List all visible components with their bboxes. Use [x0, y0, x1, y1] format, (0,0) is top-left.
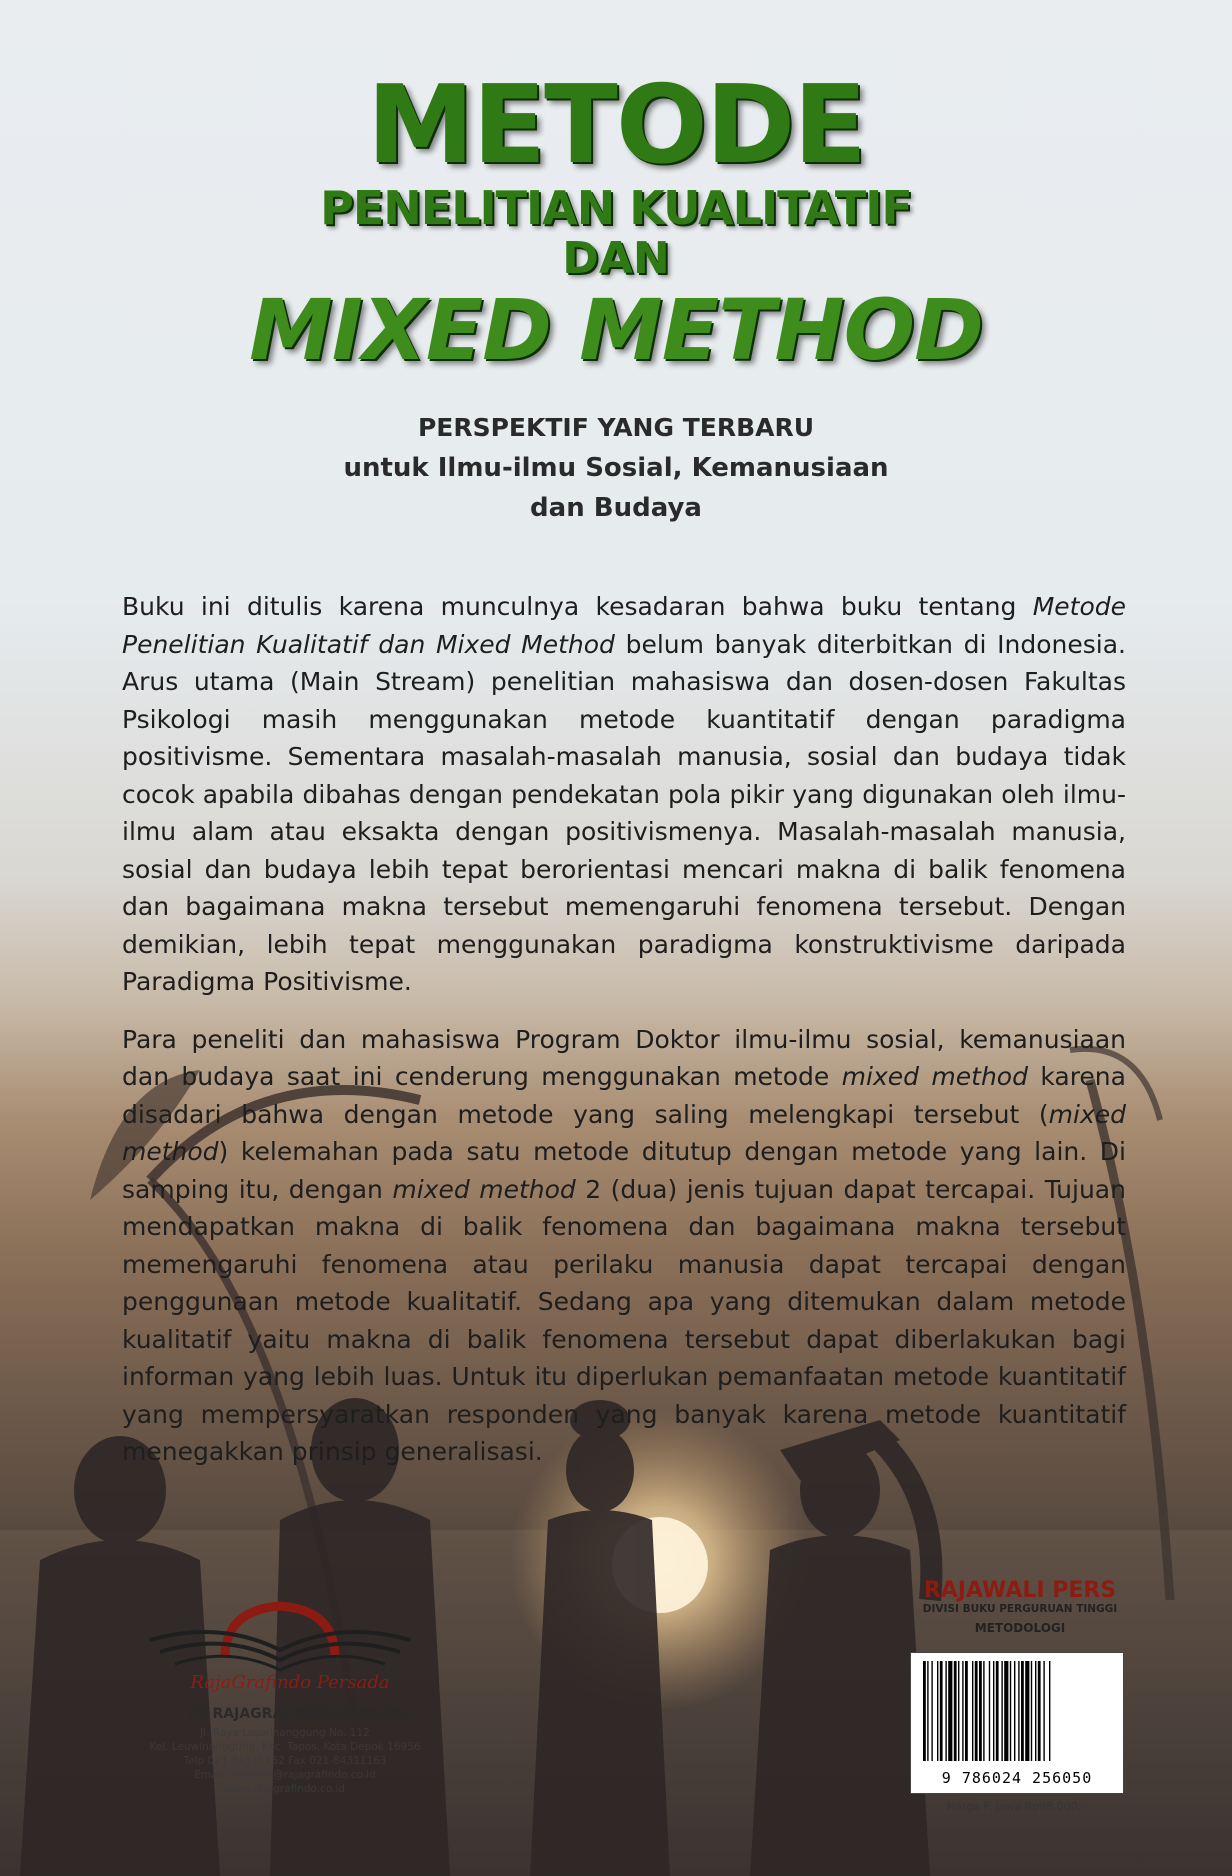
italic-text: mixed method	[841, 1062, 1028, 1091]
synopsis-paragraph-2	[122, 1021, 1126, 1471]
subtitle-line-2: untuk Ilmu-ilmu Sosial, Kemanusiaan	[343, 453, 889, 483]
imprint-block	[905, 1578, 1135, 1635]
publisher-contact	[120, 1726, 450, 1796]
isbn-number: 9 786024 256050	[941, 1769, 1093, 1787]
text-span: belum banyak diterbitkan di Indonesia. Arus utama (Main Stream) penelitian mahasiswa dan dosen-dosen Fakultas Psikologi masih menggunakan metode kuantitatif dengan paradigma positivisme. Sementara masalah-masalah manusia, sosial dan budaya tidak cocok apabila dibahas dengan pendekatan pola pikir yang digunakan oleh ilmu-ilmu alam atau eksakta dengan positivismenya. Masalah-masalah manusia, sosial dan budaya lebih tepat berorientasi mencari makna di balik fenomena dan bagaimana makna tersebut memengaruhi fenomena tersebut. Dengan demikian, lebih tepat menggunakan paradigma konstruktivisme daripada Paradigma Positivisme.	[122, 629, 1126, 996]
italic-text: Metode Penelitian Kualitatif dan Mixed Method	[122, 592, 1126, 659]
publisher-name: PT RAJAGRAFINDO PERSADA	[187, 1706, 413, 1722]
price-label: Harga P. Jawa Rp98.000,-	[946, 1800, 1086, 1813]
publisher-website: www.rajagrafindo.co.id	[224, 1783, 346, 1795]
synopsis	[122, 588, 1126, 1491]
text-span: Para peneliti dan mahasiswa Program Doktor ilmu-ilmu sosial, kemanusiaan dan budaya saat ini cenderung menggunakan metode	[122, 1024, 1126, 1091]
text-span: 2 (dua) jenis tujuan dapat tercapai. Tujuan mendapatkan makna di balik fenomena dan bagaimana makna tersebut memengaruhi fenomena atau perilaku manusia dapat tercapai dengan penggunaan metode kualitatif. Sedang apa yang ditemukan dalam metode kualitatif yaitu makna di balik fenomena tersebut dapat diberlakukan bagi informan yang lebih luas. Untuk itu diperlukan pemanfaatan metode kuantitatif yang mempersyaratkan responden yang banyak karena metode kuantitatif menegakkan prinsip generalisasi.	[122, 1174, 1126, 1466]
title-line-mixed-method: MIXED METHOD	[249, 281, 983, 379]
publisher-address-2: Kel. Leuwinanggung, Kec. Tapos, Kota Depok 16956	[149, 1741, 421, 1753]
isbn-barcode	[910, 1652, 1124, 1794]
text-span: ) kelemahan pada satu metode ditutup dengan metode yang lain. Di samping itu, dengan	[122, 1137, 1126, 1204]
text-span: Buku ini ditulis karena munculnya kesadaran bahwa buku tentang	[122, 592, 1033, 621]
logo-wordmark: RajaGrafindo Persada	[190, 1672, 390, 1693]
italic-text: mixed method	[392, 1174, 576, 1204]
barcode-bars	[921, 1661, 1113, 1761]
italic-text: mixed method	[122, 1099, 1126, 1166]
synopsis-paragraph-1	[122, 588, 1126, 1001]
imprint-division: DIVISI BUKU PERGURUAN TINGGI	[922, 1603, 1118, 1615]
title-line-dan: DAN	[562, 233, 670, 284]
book-subtitle	[0, 408, 1232, 528]
book-title	[0, 63, 1232, 379]
subtitle-line-1: PERSPEKTIF YANG TERBARU	[417, 413, 815, 442]
imprint-name: RAJAWALI PERS	[923, 1578, 1117, 1603]
title-line-penelitian: PENELITIAN KUALITATIF	[320, 181, 912, 235]
publisher-address-1: Jl. Raya Leuwinanggung No. 112	[200, 1727, 370, 1739]
publisher-email: Email: rajapers@rajagrafindo.co.id	[194, 1769, 376, 1781]
publisher-phone: Telp 021-84311162 Fax 021-84311163	[183, 1755, 387, 1767]
book-category: METODOLOGI	[974, 1621, 1066, 1635]
subtitle-line-3: dan Budaya	[530, 493, 702, 523]
text-span: karena disadari bahwa dengan metode yang saling melengkapi tersebut (	[122, 1062, 1126, 1129]
title-line-metode: METODE	[366, 63, 866, 188]
